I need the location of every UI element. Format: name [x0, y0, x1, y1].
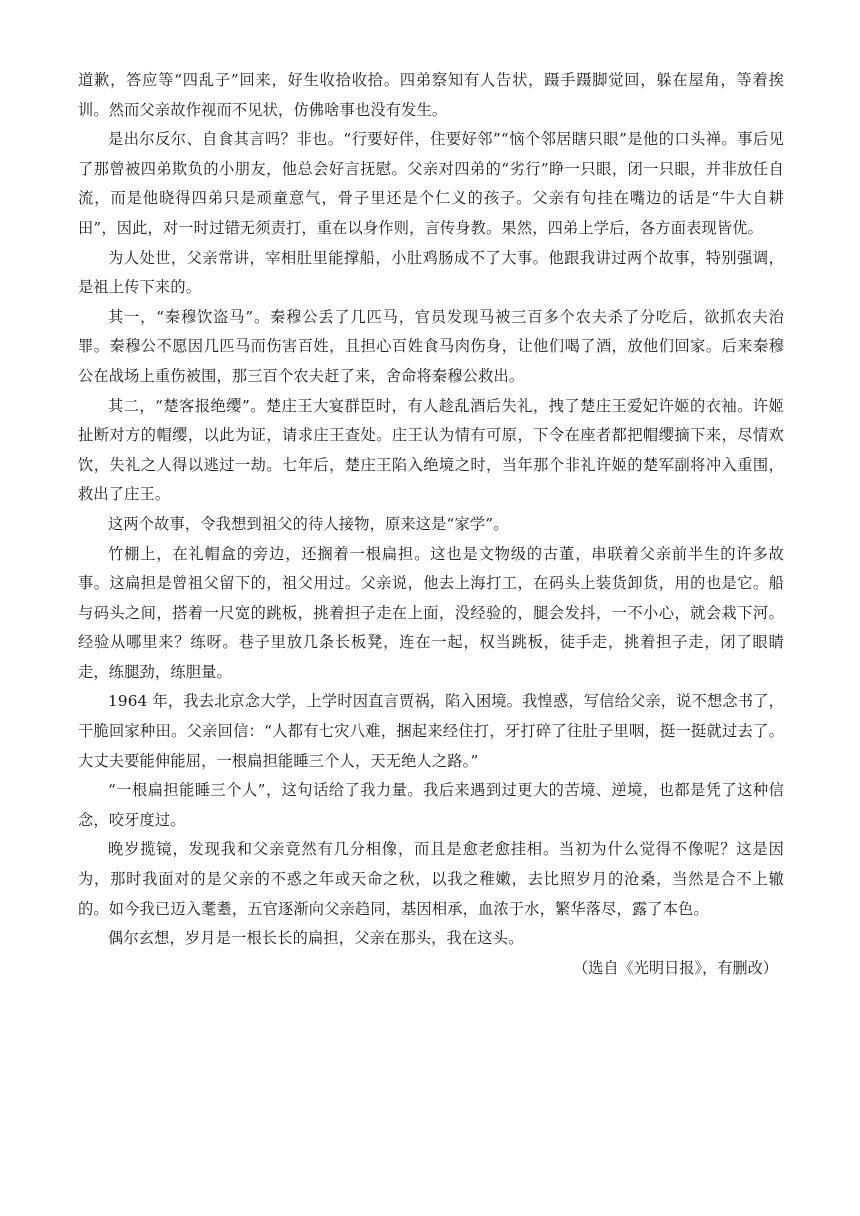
paragraph-6: 这两个故事，令我想到祖父的待人接物，原来这是“家学”。: [108, 514, 509, 533]
paragraph-11: 偶尔玄想，岁月是一根长长的扁担，父亲在那头，我在这头。: [108, 929, 524, 948]
paragraph-7: 竹棚上，在礼帽盒的旁边，还搁着一根扁担。这也是文物级的古董，串联着父亲前半生的许多故事。这扁担是曾祖父留下的，祖父用过。父亲说，他去上海打工，在码头上装货卸货，用的也是它。船与码头之间，搭着一尺宽的跳板，挑着担子走在上面，没经验的，腿会发抖，一不小心，就会栽下河。经验从哪里来？练呀。巷子里放几条长板凳，连在一起，权当跳板，徒手走，挑着担子走，闭了眼睛走，练腿劲，练胆量。: [78, 544, 784, 681]
paragraph-8: 1964 年，我去北京念大学，上学时因直言贾祸，陷入困境。我惶惑，写信给父亲，说不想念书了，干脆回家种田。父亲回信：“人都有七灾八难，捆起来经住打，牙打碎了往肚子里咽，挺一挺就过去了。大丈夫要能伸能屈，一根扁担能睡三个人，天无绝人之路。”: [78, 692, 784, 770]
paragraph-1: 道歉，答应等“四乱子”回来，好生收拾收拾。四弟察知有人告状，蹑手蹑脚觉回，躲在屋角，等着挨训。然而父亲故作视而不见状，仿佛啥事也没有发生。: [78, 71, 784, 119]
article-body: [78, 66, 784, 983]
source-citation: （选自《光明日报》，有删改）: [572, 958, 778, 977]
paragraph-10: 晚岁揽镜，发现我和父亲竟然有几分相像，而且是愈老愈挂相。当初为什么觉得不像呢？这是因为，那时我面对的是父亲的不惑之年或天命之秋，以我之稚嫩，去比照岁月的沧桑，当然是合不上辙的。如今我已迈入耄耋，五官逐渐向父亲趋同，基因相承，血浓于水，繁华落尽，露了本色。: [78, 840, 784, 918]
paragraph-2: 是出尔反尔、自食其言吗？非也。“行要好伴，住要好邻”“恼个邻居瞎只眼”是他的口头禅。事后见了那曾被四弟欺负的小朋友，他总会好言抚慰。父亲对四弟的“劣行”睁一只眼，闭一只眼，并非放任自流，而是他晓得四弟只是顽童意气，骨子里还是个仁义的孩子。父亲有句挂在嘴边的话是“牛大自耕田”，因此，对一时过错无须责打，重在以身作则，言传身教。果然，四弟上学后，各方面表现皆优。: [78, 130, 784, 237]
paragraph-4: 其一，“秦穆饮盗马”。秦穆公丢了几匹马，官员发现马被三百多个农夫杀了分吃后，欲抓农夫治罪。秦穆公不愿因几匹马而伤害百姓，且担心百姓食马肉伤身，让他们喝了酒，放他们回家。后来秦穆公在战场上重伤被围，那三百个农夫赶了来，舍命将秦穆公救出。: [78, 307, 784, 385]
paragraph-3: 为人处世，父亲常讲，宰相肚里能撑船，小肚鸡肠成不了大事。他跟我讲过两个故事，特别强调，是祖上传下来的。: [78, 248, 784, 297]
paragraph-9: “一根扁担能睡三个人”，这句话给了我力量。我后来遇到过更大的苦境、逆境，也都是凭了这种信念，咬牙度过。: [78, 781, 784, 829]
paragraph-5: 其二，“楚客报绝缨”。楚庄王大宴群臣时，有人趁乱酒后失礼，拽了楚庄王爱妃许姬的衣袖。许姬扯断对方的帽缨，以此为证，请求庄王查处。庄王认为情有可原，下令在座者都把帽缨摘下来，尽情欢饮，失礼之人得以逃过一劫。七年后，楚庄王陷入绝境之时，当年那个非礼许姬的楚军副将冲入重围，救出了庄王。: [78, 396, 784, 504]
